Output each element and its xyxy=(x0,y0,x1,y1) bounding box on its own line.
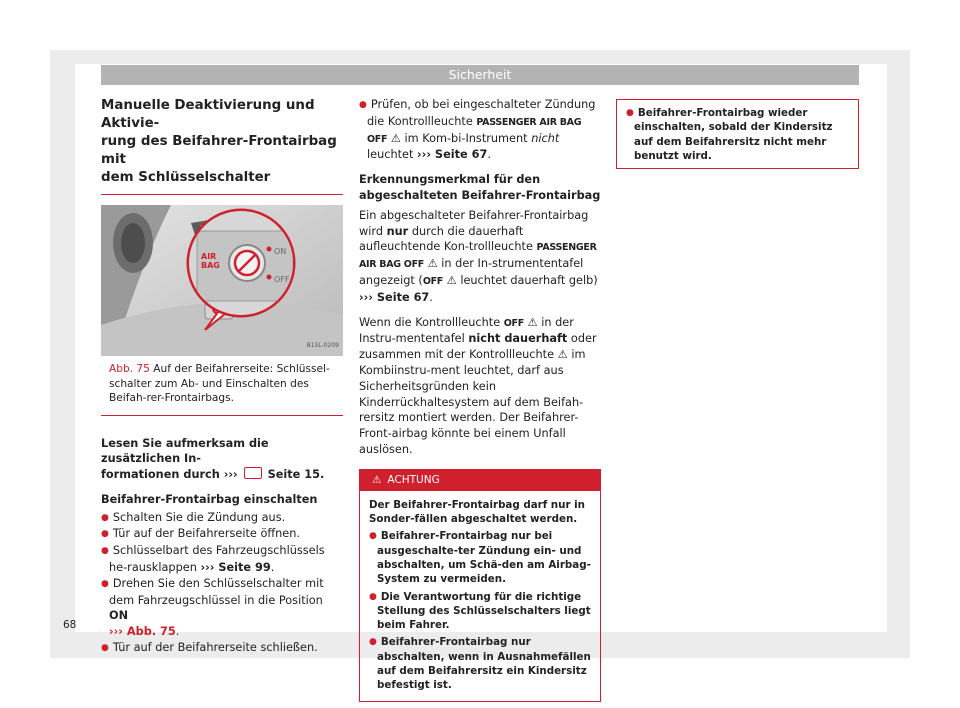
page-ref-link[interactable]: ››› Seite 67 xyxy=(359,290,430,304)
warning-item: ● Beifahrer-Frontairbag nur abschalten, wenn in Ausnahmefällen auf dem Beifahrersitz ein Kindersitz befestigt ist. xyxy=(369,636,591,692)
caption-ref: Abb. 75 xyxy=(109,363,150,375)
section-header: Sicherheit xyxy=(101,65,859,85)
figure-code: B1SL-0209 xyxy=(306,342,339,350)
caption-text: Auf der Beifahrerseite: Schlüssel-schalter zum Ab- und Einschalten des Beifah-rer-Frontairbags. xyxy=(109,363,330,404)
off-lamp: OFF xyxy=(422,275,443,287)
title-line: rung des Beifahrer-Frontairbag mit xyxy=(101,134,337,167)
warning-header: ⚠ ACHTUNG xyxy=(360,470,600,491)
intro-text: formationen durch xyxy=(101,468,220,482)
warning-box xyxy=(359,469,601,702)
warning-lead: Der Beifahrer-Frontairbag darf nur in Sonder-fällen abgeschaltet werden. xyxy=(369,498,585,526)
figure-illustration xyxy=(101,205,343,356)
subheading: Erkennungsmerkmal für den abgeschalteten Beifahrer-Frontairbag xyxy=(359,173,601,202)
page-ref-link[interactable]: ››› Seite 67 xyxy=(417,148,488,162)
title-line: dem Schlüsselschalter xyxy=(101,170,271,185)
airbag-icon: ⚠ xyxy=(427,257,438,271)
switch-position-off: OFF xyxy=(274,275,290,284)
list-item: ● Schalten Sie die Zündung aus. xyxy=(101,510,286,524)
switch-label-air: AIR xyxy=(201,252,217,261)
figure-ref-link[interactable]: ››› Abb. 75 xyxy=(109,625,176,639)
list-item: ● Drehen Sie den Schlüsselschalter mit dem Fahrzeugschlüssel in die Position ON ››› Abb. 75. xyxy=(101,576,324,639)
note-box xyxy=(616,99,859,169)
list-item: ● Tür auf der Beifahrerseite schließen. xyxy=(101,641,318,655)
page-ref-link[interactable]: ››› Seite 99 xyxy=(200,561,271,575)
column-middle xyxy=(359,97,601,702)
airbag-icon: ⚠ xyxy=(446,273,457,287)
intro-paragraph: Lesen Sie aufmerksam die zusätzlichen In- formationen durch ››› Seite 15. xyxy=(101,436,325,482)
list-item: ● Tür auf der Beifahrerseite öffnen. xyxy=(101,527,301,541)
passenger-airbag-off-lamp: PASSENGER AIR BAG OFF xyxy=(367,116,582,145)
intro-page-link[interactable]: Seite 15 xyxy=(267,468,320,482)
column-left xyxy=(101,97,343,657)
subheading: Beifahrer-Frontairbag einschalten xyxy=(101,492,318,506)
column-right xyxy=(616,97,859,169)
warning-item: ● Beifahrer-Frontairbag nur bei ausgeschalte-ter Zündung ein- und abschalten, um Schä-den am Airbag-System zu vermeiden. xyxy=(369,530,591,586)
figure-caption xyxy=(101,356,343,416)
airbag-icon: ⚠ xyxy=(527,315,538,329)
book-icon xyxy=(244,467,262,479)
paragraph: Ein abgeschalteter Beifahrer-Frontairbag wird nur durch die dauerhaft aufleuchtende Kon-trollleuchte PASSENGER AIR BAG OFF ⚠ in der In-strumententafel angezeigt (OFF ⚠ leuchtet dauerhaft gelb) ››› Seite 67. xyxy=(359,208,598,304)
off-lamp: OFF xyxy=(503,317,524,329)
figure-keyswitch xyxy=(101,205,343,356)
ref-arrow: ››› xyxy=(223,468,238,482)
passenger-airbag-off-lamp: PASSENGER AIR BAG OFF xyxy=(359,242,597,271)
note-item: ● Beifahrer-Frontairbag wieder einschalten, sobald der Kindersitz auf dem Beifahrersitz nicht mehr benutzt wird. xyxy=(626,107,833,162)
page-number: 68 xyxy=(63,619,77,631)
section-title xyxy=(101,97,343,195)
paragraph: Wenn die Kontrollleuchte OFF ⚠ in der Instru-mententafel nicht dauerhaft oder zusammen mit der Kontrollleuchte ⚠ im Kombiinstru-ment leuchtet, darf aus Sicherheitsgründen kein Kinderrückhaltesystem auf dem Beifah-rersitz montiert werden. Der Beifahrer-Front-airbag könnte bei einem Unfall auslösen. xyxy=(359,315,597,456)
airbag-warning-icon: ⚠ xyxy=(557,348,568,362)
list-item: ● Schlüsselbart des Fahrzeugschlüssels he-rausklappen ››› Seite 99. xyxy=(101,544,325,575)
warning-triangle-icon: ⚠ xyxy=(372,473,382,486)
title-line: Manuelle Deaktivierung und Aktivie- xyxy=(101,98,315,131)
list-item: ● Prüfen, ob bei eingeschalteter Zündung die Kontrollleuchte PASSENGER AIR BAG OFF ⚠ im Kom-bi-Instrument nicht leuchtet ››› Seite 67. xyxy=(359,98,596,162)
switch-position-on: ON xyxy=(274,247,287,256)
switch-label-bag: BAG xyxy=(201,261,220,270)
warning-body xyxy=(360,491,600,701)
warning-item: ● Die Verantwortung für die richtige Stellung des Schlüsselschalters liegt beim Fahrer. xyxy=(369,590,591,632)
intro-text: Lesen Sie aufmerksam die zusätzlichen In- xyxy=(101,436,269,466)
airbag-icon: ⚠ xyxy=(390,131,401,145)
